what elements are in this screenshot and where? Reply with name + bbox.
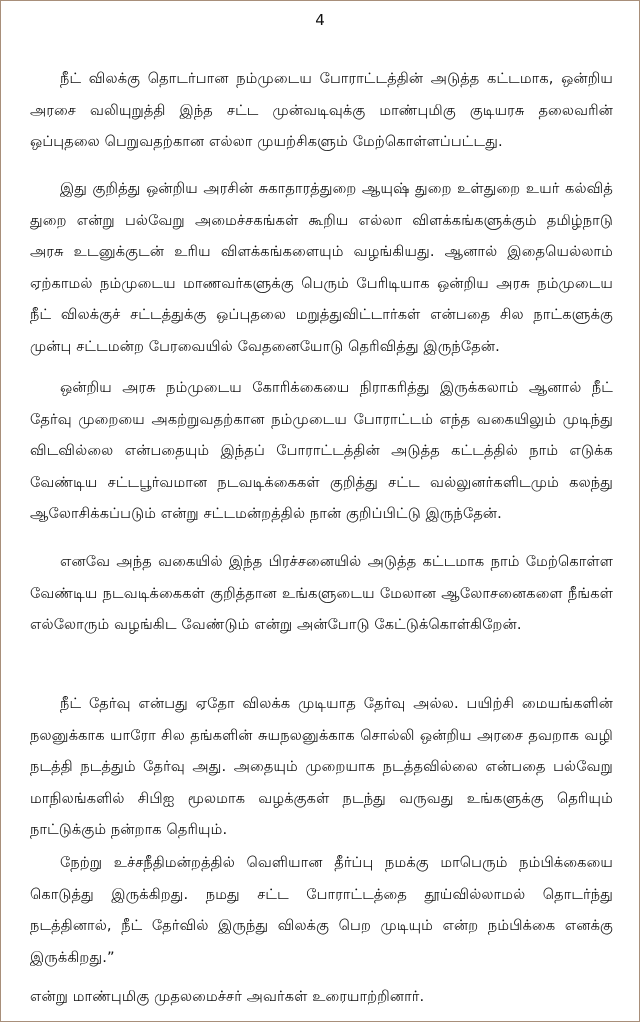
paragraph-neet-exemption-next-step: நீட் விலக்கு தொடர்பான நம்முடைய போராட்டத்தின் அடுத்த கட்டமாக, ஒன்றிய அரசை வலியுறுத்தி இந்த சட்ட முன்வடிவுக்கு மாண்புமிகு குடியரசு தலைவரின் ஒப்புதலை பெறுவதற்கான எல்லா முயற்சிகளும் மேற்கொள்ளப்பட்டது.	[30, 70, 613, 150]
paragraph-supreme-court-verdict: நேற்று உச்சநீதிமன்றத்தில் வெளியான தீர்ப்பு நமக்கு மாபெரும் நம்பிக்கையை கொடுத்து இருக்கிறது. நமது சட்ட போராட்டத்தை தூய்வில்லாமல் தொடர்ந்து நடத்தினால், நீட் தேர்வில் இருந்து விலக்கு பெற முடியும் என்ற நம்பிக்கை எனக்கு இருக்கிறது.”	[30, 854, 613, 966]
paragraph-neet-not-unavoidable: நீட் தேர்வு என்பது ஏதோ விலக்க முடியாத தேர்வு அல்ல. பயிற்சி மையங்களின் நலனுக்காக யாரோ சில தங்களின் சுயநலனுக்காக சொல்லி ஒன்றிய அரசை தவறாக வழி நடத்தி நடத்தும் தேர்வு அது. அதையும் முறையாக நடத்தவில்லை என்பதை பல்வேறு மாநிலங்களில் சிபிஐ மூலமாக வழக்குகள் நடந்து வருவது உங்களுக்கு தெரியும் நாட்டுக்கும் நன்றாக தெரியும்.	[30, 695, 613, 838]
paragraph-request-suggestions: எனவே அந்த வகையில் இந்த பிரச்சனையில் அடுத்த கட்டமாக நாம் மேற்கொள்ள வேண்டிய நடவடிக்கைகள் குறித்தான உங்களுடைய மேலான ஆலோசனைகளை நீங்கள் எல்லோரும் வழங்கிட வேண்டும் என்று அன்போடு கேட்டுக்கொள்கிறேன்.	[30, 553, 613, 633]
paragraph-closing-attribution: என்று மாண்புமிகு முதலமைச்சர் அவர்கள் உரையாற்றினார்.	[30, 988, 425, 1005]
page-number: 4	[315, 11, 325, 29]
paragraph-union-ministries-explanations: இது குறித்து ஒன்றிய அரசின் சுகாதாரத்துறை ஆயுஷ் துறை உள்துறை உயர் கல்வித் துறை என்று பல்வேறு அமைச்சகங்கள் கூறிய எல்லா விளக்கங்களுக்கும் தமிழ்நாடு அரசு உடனுக்குடன் உரிய விளக்கங்களையும் வழங்கியது. ஆனால் இதையெல்லாம் ஏற்காமல் நம்முடைய மாணவர்களுக்கு பெரும் பேரிடியாக ஒன்றிய அரசு நம்முடைய நீட் விலக்குச் சட்டத்துக்கு ஒப்புதலை மறுத்துவிட்டார்கள் என்பதை சில நாட்களுக்கு முன்பு சட்டமன்ற பேரவையில் வேதனையோடு தெரிவித்து இருந்தேன்.	[30, 180, 613, 355]
paragraph-legal-consultation: ஒன்றிய அரசு நம்முடைய கோரிக்கையை நிராகரித்து இருக்கலாம் ஆனால் நீட் தேர்வு முறையை அகற்றுவதற்கான நம்முடைய போராட்டம் எந்த வகையிலும் முடிந்து விடவில்லை என்பதையும் இந்தப் போராட்டத்தின் அடுத்த கட்டத்தில் நாம் எடுக்க வேண்டிய சட்டபூர்வமான நடவடிக்கைகள் குறித்து சட்ட வல்லுனர்களிடமும் கலந்து ஆலோசிக்கப்படும் என்று சட்டமன்றத்தில் நான் குறிப்பிட்டு இருந்தேன்.	[30, 379, 613, 522]
